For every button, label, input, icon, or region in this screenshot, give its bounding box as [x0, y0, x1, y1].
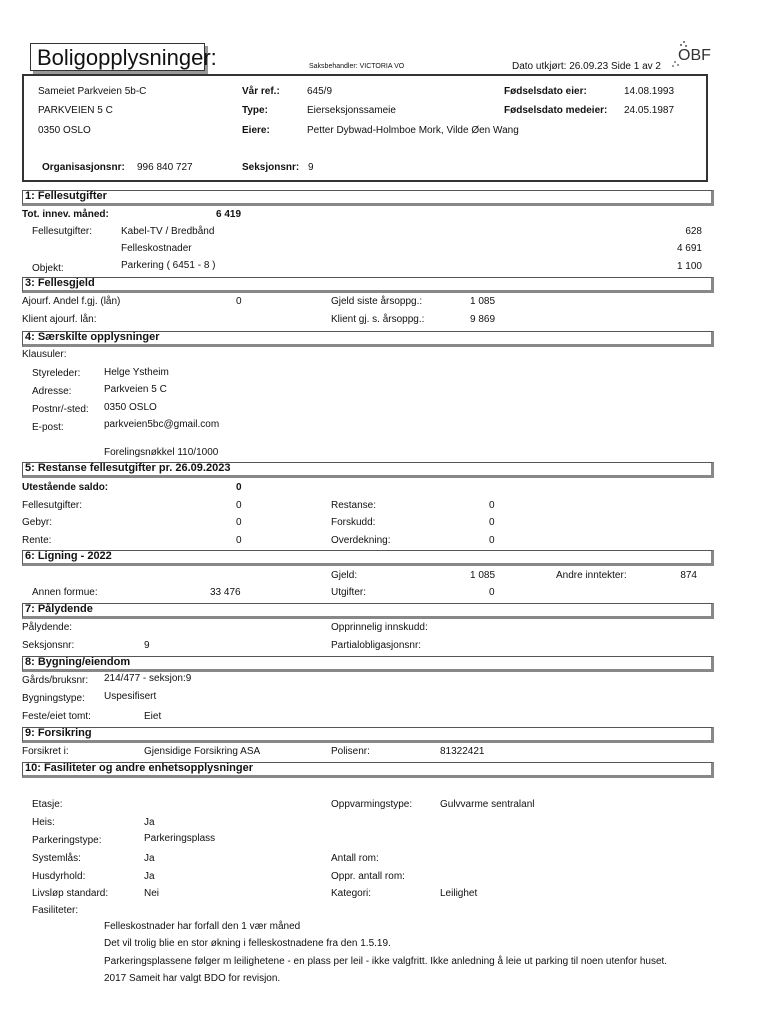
section-title: 5: Restanse fellesutgifter pr. 26.09.2023: [25, 462, 231, 474]
klientgj-label: Klient gj. s. årsoppg.:: [331, 314, 425, 325]
epost-value: parkveien5bc@gmail.com: [104, 419, 220, 430]
seksjonsnr-value: 9: [144, 640, 150, 651]
section-fasiliteter: [22, 762, 714, 778]
heis-value: Ja: [144, 817, 155, 828]
innskudd-label: Opprinnelig innskudd:: [331, 622, 428, 633]
org-name: Sameiet Parkveien 5b-C: [38, 86, 147, 97]
feste-label: Feste/eiet tomt:: [22, 711, 91, 722]
section-fellesutgifter: [22, 190, 714, 206]
section-title: 8: Bygning/eiendom: [25, 656, 131, 668]
item-value: 628: [685, 226, 702, 237]
tot-label: Tot. innev. måned:: [22, 209, 109, 220]
forskudd-value: 0: [489, 517, 495, 528]
seksjonsnr-label: Seksjonsnr:: [242, 162, 300, 173]
eiere-label: Eiere:: [242, 125, 270, 136]
etasje-label: Etasje:: [32, 799, 63, 810]
fdato-medeier: 24.05.1987: [624, 105, 675, 116]
systemlas-label: Systemlås:: [32, 853, 81, 864]
husdyr-label: Husdyrhold:: [32, 871, 86, 882]
section-palydende: [22, 603, 714, 619]
andre-inntekter-value: 874: [680, 570, 697, 581]
forelingsnokkel-note: Forelingsnøkkel 110/1000: [104, 447, 219, 458]
gjeld-value: 1 085: [470, 296, 496, 307]
section-title: 9: Forsikring: [25, 727, 92, 739]
fdato-medeier-label: Fødselsdato medeier:: [504, 105, 608, 116]
parktype-label: Parkeringstype:: [32, 835, 102, 846]
overdekning-label: Overdekning:: [331, 535, 391, 546]
oppvarming-label: Oppvarmingstype:: [331, 799, 413, 810]
eiere: Petter Dybwad-Holmboe Mork, Vilde Øen Wang: [307, 125, 519, 136]
section-title: 10: Fasiliteter og andre enhetsopplysninger: [25, 762, 253, 774]
item-name: Felleskostnader: [121, 243, 192, 254]
section-title: 6: Ligning - 2022: [25, 550, 112, 562]
oppvarming-value: Gulvvarme sentralanl: [440, 799, 535, 810]
section-forsikring: [22, 727, 714, 743]
forsikret-label: Forsikret i:: [22, 746, 69, 757]
klausuler-label: Klausuler:: [22, 349, 67, 360]
fdato-eier: 14.08.1993: [624, 86, 675, 97]
klient-label: Klient ajourf. lån:: [22, 314, 97, 325]
livslop-label: Livsløp standard:: [32, 888, 109, 899]
parktype-value: Parkeringsplass: [144, 833, 216, 844]
gjeld-label: Gjeld:: [331, 570, 358, 581]
note-line: Parkeringsplassene følger m leilighetene - en plass per leil - ikke valgfritt. Ikke anledning å leie ut parking til noen utenfor huset.: [104, 956, 668, 967]
postnr-label: Postnr/-sted:: [32, 404, 89, 415]
type: Eierseksjonssameie: [307, 105, 396, 116]
restanse-label: Restanse:: [331, 500, 377, 511]
kategori-value: Leilighet: [440, 888, 478, 899]
adresse-value: Parkveien 5 C: [104, 384, 167, 395]
forsikret-value: Gjensidige Forsikring ASA: [144, 746, 261, 757]
fu-value: 0: [236, 500, 242, 511]
rente-label: Rente:: [22, 535, 52, 546]
section-restanse: [22, 462, 714, 478]
gards-value: 214/477 - seksjon:9: [104, 673, 192, 684]
orgnr: 996 840 727: [137, 162, 193, 173]
gebyr-value: 0: [236, 517, 242, 528]
rente-value: 0: [236, 535, 242, 546]
bygtype-value: Uspesifisert: [104, 691, 157, 702]
seksjonsnr: 9: [308, 162, 314, 173]
styreleder-label: Styreleder:: [32, 368, 81, 379]
section-ligning: [22, 550, 714, 566]
note-line: Det vil trolig blie en stor økning i felleskostnadene fra den 1.5.19.: [104, 938, 391, 949]
bygtype-label: Bygningstype:: [22, 693, 85, 704]
fasiliteter-label: Fasiliteter:: [32, 905, 79, 916]
orgnr-label: Organisasjonsnr:: [42, 162, 125, 173]
oppr-antall-rom-label: Oppr. antall rom:: [331, 871, 405, 882]
polise-value: 81322421: [440, 746, 485, 757]
utgifter-label: Utgifter:: [331, 587, 367, 598]
dato-utkjort: Dato utkjørt: 26.09.23 Side 1 av 2: [512, 61, 661, 72]
overdekning-value: 0: [489, 535, 495, 546]
formue-value: 33 476: [210, 587, 241, 598]
fu-label: Fellesutgifter:: [22, 500, 83, 511]
seksjonsnr-label: Seksjonsnr:: [22, 640, 75, 651]
city: 0350 OSLO: [38, 125, 91, 136]
feste-value: Eiet: [144, 711, 162, 722]
obf-logo: [670, 40, 712, 70]
forskudd-label: Forskudd:: [331, 517, 376, 528]
item-name: Parkering ( 6451 - 8 ): [121, 260, 216, 271]
item-value: 1 100: [676, 261, 702, 272]
klientgj-value: 9 869: [470, 314, 496, 325]
page-title: Boligopplysninger:: [30, 43, 205, 71]
antall-rom-label: Antall rom:: [331, 853, 379, 864]
husdyr-value: Ja: [144, 871, 155, 882]
epost-label: E-post:: [32, 422, 64, 433]
section-title: 1: Fellesutgifter: [25, 190, 107, 202]
gjeld-value: 1 085: [470, 570, 496, 581]
note-line: 2017 Sameit har valgt BDO for revisjon.: [104, 973, 281, 984]
styreleder-value: Helge Ystheim: [104, 367, 169, 378]
adresse-label: Adresse:: [32, 386, 72, 397]
livslop-value: Nei: [144, 888, 160, 899]
section-title: 7: Pålydende: [25, 603, 93, 615]
heis-label: Heis:: [32, 817, 55, 828]
street: PARKVEIEN 5 C: [38, 105, 113, 116]
utestaende-value: 0: [236, 482, 242, 493]
fdato-eier-label: Fødselsdato eier:: [504, 86, 587, 97]
section-fellesgjeld: [22, 277, 714, 293]
kategori-label: Kategori:: [331, 888, 372, 899]
gebyr-label: Gebyr:: [22, 517, 53, 528]
section-title: 4: Særskilte opplysninger: [25, 331, 160, 343]
ajourf-label: Ajourf. Andel f.gj. (lån): [22, 296, 121, 307]
fu-label: Fellesutgifter:: [32, 226, 93, 237]
partial-label: Partialobligasjonsnr:: [331, 640, 422, 651]
utestaende-label: Utestående saldo:: [22, 482, 109, 493]
formue-label: Annen formue:: [32, 587, 98, 598]
note-line: Felleskostnader har forfall den 1 vær måned: [104, 921, 301, 932]
andre-inntekter-label: Andre inntekter:: [556, 570, 627, 581]
polise-label: Polisenr:: [331, 746, 370, 757]
tot-value: 6 419: [216, 209, 242, 220]
saksbehandler: Saksbehandler: VICTORIA VO: [309, 63, 405, 70]
restanse-value: 0: [489, 500, 495, 511]
palydende-label: Pålydende:: [22, 622, 73, 633]
gjeld-label: Gjeld siste årsoppg.:: [331, 296, 423, 307]
ajourf-value: 0: [236, 296, 242, 307]
section-title: 3: Fellesgjeld: [25, 277, 95, 289]
gards-label: Gårds/bruksnr:: [22, 675, 89, 686]
var-ref: 645/9: [307, 86, 333, 97]
section-saerskilte: [22, 331, 714, 347]
item-value: 4 691: [676, 243, 702, 254]
item-name: Kabel-TV / Bredbånd: [121, 226, 215, 237]
type-label: Type:: [242, 105, 268, 116]
objekt-label: Objekt:: [32, 263, 64, 274]
postnr-value: 0350 OSLO: [104, 402, 157, 413]
utgifter-value: 0: [489, 587, 495, 598]
systemlas-value: Ja: [144, 853, 155, 864]
section-bygning: [22, 656, 714, 672]
logo-text: OBF: [678, 47, 711, 64]
var-ref-label: Vår ref.:: [242, 86, 280, 97]
